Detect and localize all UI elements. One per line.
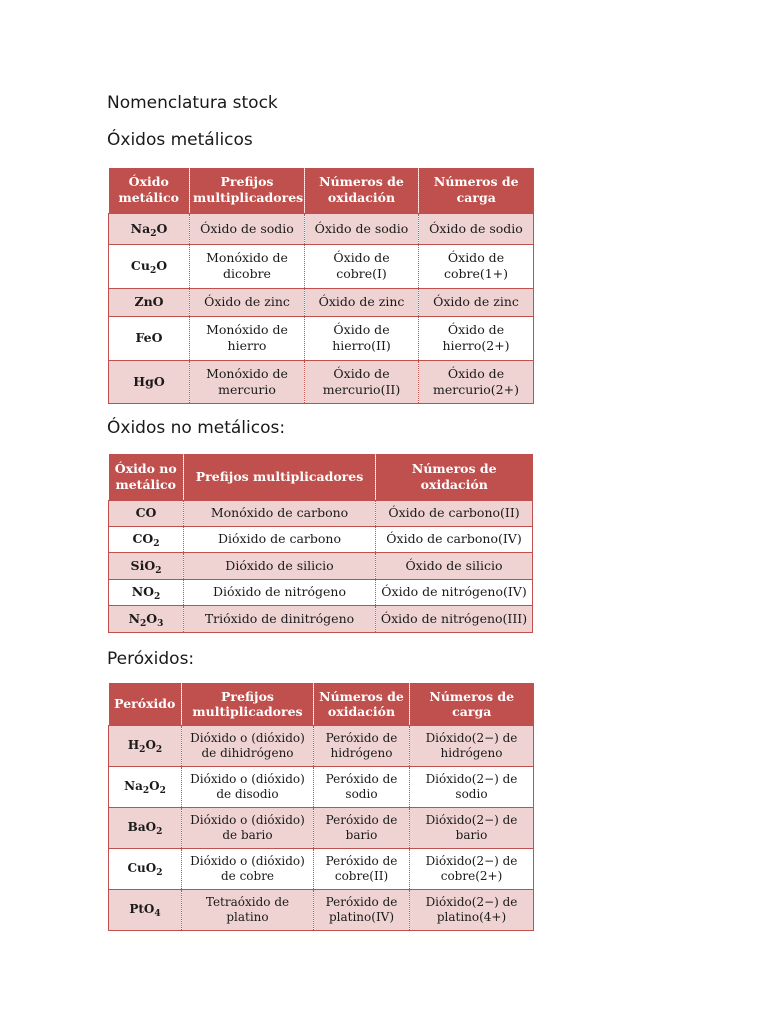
table-cell: Monóxido de dicobre: [190, 244, 305, 288]
formula-cell: CO: [109, 500, 184, 526]
table-row: [109, 213, 534, 244]
table-cell: Óxido de zinc: [419, 288, 534, 316]
header-cell: Números de carga: [419, 168, 534, 213]
table-cell: Dióxido o (dióxido) de cobre: [182, 848, 314, 889]
table-cell: Óxido de zinc: [190, 288, 305, 316]
formula-cell: HgO: [109, 360, 190, 403]
table-cell: Monóxido de carbono: [184, 500, 376, 526]
section-heading-peroxidos: Peróxidos:: [107, 649, 195, 669]
table-row: [109, 360, 534, 403]
table-cell: Óxido de nitrógeno(IV): [376, 579, 533, 605]
table-cell: Óxido de hierro(2+): [419, 316, 534, 360]
table-cell: Óxido de carbono(II): [376, 500, 533, 526]
table-row: [109, 288, 534, 316]
table-cell: Óxido de carbono(IV): [376, 526, 533, 552]
formula-cell: PtO$_4$: [109, 889, 182, 930]
table-cell: Peróxido de cobre(II): [314, 848, 410, 889]
formula-cell: $CO_2$: [109, 526, 184, 552]
table-cell: Óxido de nitrógeno(III): [376, 605, 533, 632]
table-cell: Tetraóxido de platino: [182, 889, 314, 930]
table-cell: Óxido de mercurio(II): [305, 360, 419, 403]
table-cell: Óxido de sodio: [419, 213, 534, 244]
formula-cell: $Na_2O$: [109, 213, 190, 244]
header-cell: Números de carga: [410, 683, 534, 725]
table-cell: Dióxido(2−) de sodio: [410, 766, 534, 807]
formula-cell: $Cu_2O$: [109, 244, 190, 288]
table-row: [109, 605, 533, 632]
formula-cell: ZnO: [109, 288, 190, 316]
table-cell: Trióxido de dinitrógeno: [184, 605, 376, 632]
table-cell: Dióxido o (dióxido) de disodio: [182, 766, 314, 807]
table-cell: Dióxido de nitrógeno: [184, 579, 376, 605]
table-cell: Óxido de cobre(I): [305, 244, 419, 288]
table-row: [109, 848, 534, 889]
table-row: [109, 807, 534, 848]
table-cell: Óxido de sodio: [190, 213, 305, 244]
table-cell: Dióxido o (dióxido) de bario: [182, 807, 314, 848]
header-cell: Números de oxidación: [376, 454, 533, 500]
header-cell: Peróxido: [109, 683, 182, 725]
table-row: [109, 579, 533, 605]
formula-cell: $NO_2$: [109, 579, 184, 605]
table-cell: Peróxido de bario: [314, 807, 410, 848]
table-peroxidos: [108, 683, 534, 931]
table-cell: Dióxido(2−) de platino(4+): [410, 889, 534, 930]
section-heading-oxidos-metalicos: Óxidos metálicos: [107, 130, 253, 150]
formula-cell: $N_2O_3$: [109, 605, 184, 632]
table-row: [109, 316, 534, 360]
table-cell: Óxido de zinc: [305, 288, 419, 316]
table-cell: Peróxido de hidrógeno: [314, 725, 410, 766]
table-cell: Dióxido(2−) de bario: [410, 807, 534, 848]
table-row: [109, 526, 533, 552]
header-cell: Prefijos multiplicadores: [182, 683, 314, 725]
table-cell: Dióxido(2−) de cobre(2+): [410, 848, 534, 889]
table-oxidos-no-metalicos: [108, 454, 533, 633]
header-cell: Prefijos multiplicadores: [190, 168, 305, 213]
table-cell: Óxido de mercurio(2+): [419, 360, 534, 403]
table-row: [109, 244, 534, 288]
header-cell: Números de oxidación: [314, 683, 410, 725]
table-cell: Peróxido de sodio: [314, 766, 410, 807]
section-heading-oxidos-no-metalicos: Óxidos no metálicos:: [107, 418, 286, 438]
table-cell: Peróxido de platino(IV): [314, 889, 410, 930]
table-cell: Dióxido(2−) de hidrógeno: [410, 725, 534, 766]
formula-cell: CuO$_2$: [109, 848, 182, 889]
header-cell: Óxido metálico: [109, 168, 190, 213]
table-cell: Dióxido de silicio: [184, 552, 376, 579]
table-cell: Monóxido de mercurio: [190, 360, 305, 403]
table-row: [109, 766, 534, 807]
formula-cell: FeO: [109, 316, 190, 360]
document-title: Nomenclatura stock: [107, 93, 278, 113]
table-cell: Dióxido de carbono: [184, 526, 376, 552]
table-row: [109, 889, 534, 930]
table-cell: Óxido de hierro(II): [305, 316, 419, 360]
table-cell: Óxido de sodio: [305, 213, 419, 244]
header-cell: Prefijos multiplicadores: [184, 454, 376, 500]
table-cell: Óxido de cobre(1+): [419, 244, 534, 288]
header-cell: Óxido no metálico: [109, 454, 184, 500]
formula-cell: BaO$_2$: [109, 807, 182, 848]
header-cell: Números de oxidación: [305, 168, 419, 213]
table-row: [109, 552, 533, 579]
table-cell: Dióxido o (dióxido) de dihidrógeno: [182, 725, 314, 766]
formula-cell: SiO$_2$: [109, 552, 184, 579]
table-cell: Monóxido de hierro: [190, 316, 305, 360]
formula-cell: $Na_2O_2$: [109, 766, 182, 807]
table-oxidos-metalicos: [108, 168, 534, 404]
formula-cell: $H_2O_2$: [109, 725, 182, 766]
table-row: [109, 725, 534, 766]
table-cell: Óxido de silicio: [376, 552, 533, 579]
table-row: [109, 500, 533, 526]
